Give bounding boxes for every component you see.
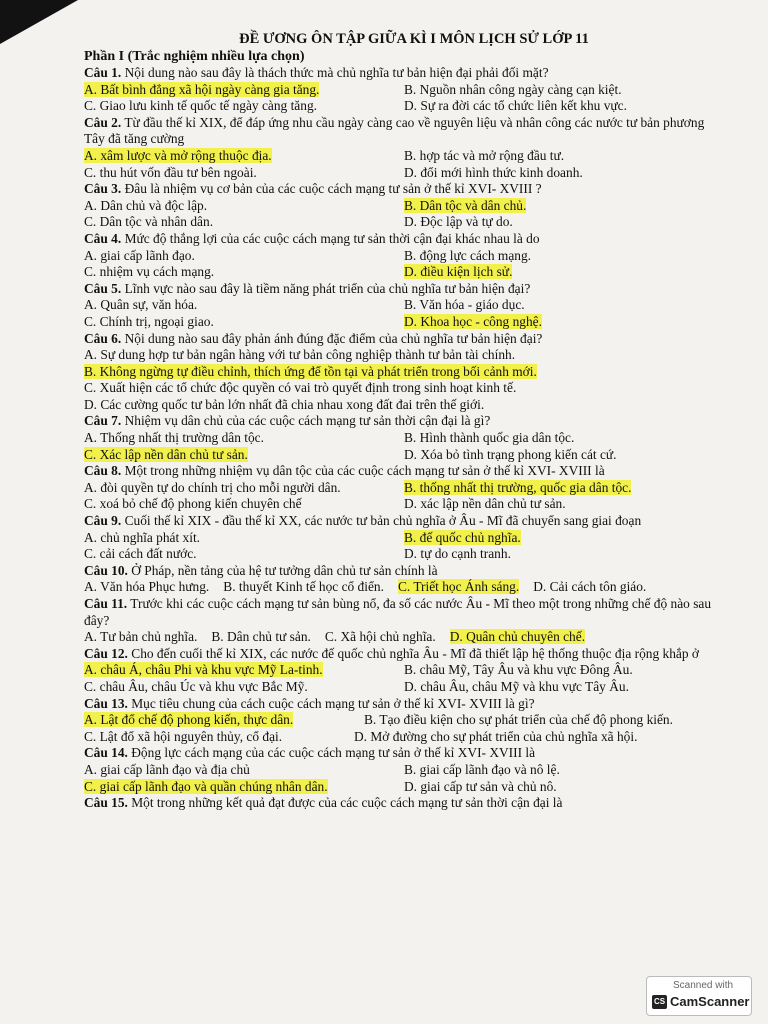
option-d: D. Sự ra đời các tổ chức liên kết khu vực.	[404, 98, 627, 114]
question-text: Mức độ thắng lợi của các cuộc cách mạng tư sản thời cận đại khác nhau là do	[124, 230, 540, 246]
option-c: C. châu Âu, châu Úc và khu vực Bắc Mỹ.	[84, 678, 308, 694]
option-a: A. Thống nhất thị trường dân tộc.	[84, 430, 264, 446]
question-number: Câu 1.	[84, 65, 122, 80]
question-text: Động lực cách mạng của các cuộc cách mạng tư sản ở thế kỉ XVI- XVIII là	[131, 745, 536, 761]
question-stem	[84, 463, 724, 480]
question-text: Cho đến cuối thế kỉ XIX, các nước đế quốc chủ nghĩa Âu - Mĩ đã thiết lập hệ thống thuộc địa rộng khắp ở	[131, 645, 699, 661]
document-title: ĐỀ ƯƠNG ÔN TẬP GIỮA KÌ I MÔN LỊCH SỬ LỚP 11	[239, 31, 589, 47]
question-number: Câu 15.	[84, 795, 128, 811]
question-4	[84, 231, 724, 281]
option-c: C. thu hút vốn đầu tư bên ngoài.	[84, 164, 257, 180]
question-number: Câu 7.	[84, 413, 122, 429]
selected-answer: A. xâm lược và mở rộng thuộc địa.	[84, 147, 272, 163]
part-heading: Phần I (Trắc nghiệm nhiều lựa chọn)	[84, 49, 305, 64]
option-a: A. giai cấp lãnh đạo.	[84, 247, 195, 263]
option-d: D. Độc lập và tự do.	[404, 214, 513, 230]
option-c: C. Chính trị, ngoại giao.	[84, 313, 214, 329]
question-14	[84, 745, 724, 795]
question-number: Câu 8.	[84, 463, 122, 479]
camscanner-logo-icon: CS	[652, 995, 667, 1009]
question-text: Đâu là nhiệm vụ cơ bản của các cuộc cách mạng tư sản ở thế kỉ XVI- XVIII ?	[124, 181, 542, 197]
option-b	[404, 480, 724, 497]
option-d: D. Xóa bỏ tình trạng phong kiến cát cứ.	[404, 446, 617, 462]
option-c	[84, 779, 404, 796]
option-a: A. Sự dung hợp tư bản ngân hàng với tư bản công nghiệp thành tư bản tài chính.	[84, 347, 516, 363]
question-stem	[84, 795, 724, 812]
option-c: C. Giao lưu kinh tế quốc tế ngày càng tăng.	[84, 98, 317, 114]
question-text: Nhiệm vụ dân chủ của các cuộc cách mạng tư sản thời cận đại là gì?	[124, 413, 491, 429]
option-d	[404, 314, 724, 331]
question-stem	[84, 281, 724, 298]
question-number: Câu 5.	[84, 280, 122, 296]
option-c: C. Xã hội chủ nghĩa.	[324, 629, 436, 645]
option-a	[84, 712, 364, 729]
selected-answer: C. Triết học Ánh sáng.	[397, 579, 520, 595]
question-10	[84, 563, 724, 596]
question-text: Một trong những kết quả đạt được của các cuộc cách mạng tư sản thời cận đại là	[131, 795, 563, 811]
question-text: Trước khi các cuộc cách mạng tư sản bùng nổ, đa số các nước Âu - Mĩ theo một trong những chế độ nào sau đây?	[84, 596, 712, 628]
option-c: C. Dân tộc và nhân dân.	[84, 214, 214, 230]
option-b: B. giai cấp lãnh đạo và nô lệ.	[404, 761, 560, 777]
option-d: D. đổi mới hình thức kinh doanh.	[404, 164, 583, 180]
option-a: A. Văn hóa Phục hưng.	[84, 579, 210, 595]
option-b: B. Dân chủ tư sản.	[211, 629, 311, 645]
question-number: Câu 13.	[84, 695, 128, 711]
question-stem	[84, 745, 724, 762]
option-c: C. Lật đổ xã hội nguyên thủy, cổ đại.	[84, 728, 283, 744]
scan-shadow-corner	[0, 0, 78, 44]
option-c: C. cải cách đất nước.	[84, 546, 197, 562]
option-c: C. xoá bỏ chế độ phong kiến chuyên chế	[84, 496, 302, 512]
question-number: Câu 11.	[84, 596, 128, 611]
question-8	[84, 463, 724, 513]
question-stem	[84, 115, 724, 148]
option-b: B. Văn hóa - giáo dục.	[404, 297, 525, 313]
selected-answer: D. Quân chủ chuyên chế.	[449, 629, 586, 645]
selected-answer: A. Lật đổ chế độ phong kiến, thực dân.	[84, 712, 294, 728]
question-stem	[84, 513, 724, 530]
question-stem	[84, 413, 724, 430]
option-a: A. Dân chủ và độc lập.	[84, 197, 208, 213]
option-d	[404, 264, 724, 281]
option-a	[84, 82, 404, 99]
selected-answer: B. thống nhất thị trường, quốc gia dân tộc.	[404, 479, 632, 495]
question-1	[84, 65, 724, 115]
selected-answer: B. đế quốc chủ nghĩa.	[404, 529, 521, 545]
option-d: D. Cải cách tôn giáo.	[533, 579, 647, 595]
question-number: Câu 14.	[84, 745, 128, 761]
question-text: Mục tiêu chung của cách cuộc cách mạng tư sản ở thế kỉ XVI- XVIII là gì?	[131, 695, 535, 711]
option-a	[84, 662, 404, 679]
option-d: D. Mở đường cho sự phát triển của chủ nghĩa xã hội.	[354, 728, 638, 744]
question-text: Nội dung nào sau đây là thách thức mà chủ nghĩa tư bản hiện đại phải đối mặt?	[124, 65, 549, 80]
option-c	[398, 579, 519, 596]
option-c	[84, 447, 404, 464]
option-a: A. đòi quyền tự do chính trị cho mỗi người dân.	[84, 479, 341, 495]
question-stem	[84, 646, 724, 663]
option-b: B. hợp tác và mở rộng đầu tư.	[404, 147, 565, 163]
question-text: Ở Pháp, nền tảng của hệ tư tưởng dân chủ tư sản chính là	[131, 562, 438, 578]
option-d	[450, 629, 585, 646]
option-a: A. chủ nghĩa phát xít.	[84, 529, 201, 545]
selected-answer: B. Dân tộc và dân chủ.	[404, 197, 527, 213]
option-b: B. châu Mỹ, Tây Âu và khu vực Đông Âu.	[404, 662, 633, 678]
question-5	[84, 281, 724, 331]
option-b	[404, 198, 724, 215]
question-15	[84, 795, 724, 812]
question-stem	[84, 231, 724, 248]
question-12	[84, 646, 724, 696]
option-b	[84, 364, 724, 381]
question-number: Câu 4.	[84, 230, 122, 246]
option-b: B. động lực cách mạng.	[404, 247, 531, 263]
watermark-caption: Scanned with	[673, 980, 734, 991]
option-b	[404, 530, 724, 547]
question-number: Câu 3.	[84, 181, 122, 197]
selected-answer: C. giai cấp lãnh đạo và quần chúng nhân dân.	[84, 778, 328, 794]
selected-answer: B. Không ngừng tự điều chỉnh, thích ứng để tồn tại và phát triển trong bối cảnh mới.	[84, 363, 537, 379]
selected-answer: A. Bất bình đẳng xã hội ngày càng gia tăng.	[84, 81, 320, 97]
question-text: Nội dung nào sau đây phản ánh đúng đặc điểm của chủ nghĩa tư bản hiện đại?	[124, 330, 543, 346]
option-d: D. tự do cạnh tranh.	[404, 546, 511, 562]
option-b: B. Nguồn nhân công ngày càng cạn kiệt.	[404, 81, 622, 97]
selected-answer: D. Khoa học - công nghệ.	[404, 313, 542, 329]
question-text: Một trong những nhiệm vụ dân tộc của các cuộc cách mạng tư sản ở thế kỉ XVI- XVIII là	[124, 463, 605, 479]
option-a	[84, 148, 404, 165]
question-stem	[84, 563, 724, 580]
option-a: A. giai cấp lãnh đạo và địa chủ	[84, 761, 250, 777]
question-stem	[84, 65, 724, 82]
question-text: Từ đầu thế kỉ XIX, để đáp ứng nhu cầu ngày càng cao về nguyên liệu và nhân công các nước tư bản phương Tây đã tăng cường	[84, 114, 705, 147]
option-b: B. Tạo điều kiện cho sự phát triển của chế độ phong kiến.	[364, 712, 673, 728]
question-stem	[84, 331, 724, 348]
option-a: A. Quân sự, văn hóa.	[84, 297, 198, 313]
option-d: D. Các cường quốc tư bản lớn nhất đã chia nhau xong đất đai trên thế giới.	[84, 396, 485, 412]
selected-answer: A. châu Á, châu Phi và khu vực Mỹ La-tinh.	[84, 662, 323, 678]
option-c: C. nhiệm vụ cách mạng.	[84, 264, 215, 280]
selected-answer: D. điều kiện lịch sử.	[404, 264, 513, 280]
question-9	[84, 513, 724, 563]
question-2	[84, 115, 724, 181]
watermark-brand: CamScanner	[670, 994, 750, 1009]
option-b: B. Hình thành quốc gia dân tộc.	[404, 430, 575, 446]
question-stem	[84, 596, 724, 629]
selected-answer: C. Xác lập nền dân chủ tư sản.	[84, 446, 248, 462]
option-d: D. xác lập nền dân chủ tư sản.	[404, 496, 566, 512]
question-number: Câu 12.	[84, 645, 128, 661]
question-stem	[84, 181, 724, 198]
option-d: D. giai cấp tư sản và chủ nô.	[404, 778, 557, 794]
option-c: C. Xuất hiện các tổ chức độc quyền có vai trò quyết định trong sinh hoạt kinh tế.	[84, 380, 517, 396]
question-7	[84, 413, 724, 463]
camscanner-watermark	[646, 976, 752, 1016]
option-b: B. thuyết Kinh tế học cổ điển.	[223, 579, 384, 595]
question-number: Câu 10.	[84, 562, 128, 578]
question-stem	[84, 696, 724, 713]
question-13	[84, 696, 724, 746]
worksheet	[84, 30, 724, 812]
question-number: Câu 6.	[84, 330, 122, 346]
question-text: Lĩnh vực nào sau đây là tiềm năng phát triển của chủ nghĩa tư bản hiện đại?	[124, 280, 531, 296]
question-6	[84, 331, 724, 414]
question-text: Cuối thế kỉ XIX - đầu thế kỉ XX, các nước tư bản chủ nghĩa ở Âu - Mĩ đã chuyển sang giai đoạn	[124, 513, 642, 529]
option-d: D. châu Âu, châu Mỹ và khu vực Tây Âu.	[404, 678, 629, 694]
question-3	[84, 181, 724, 231]
option-a: A. Tư bản chủ nghĩa.	[84, 629, 198, 645]
question-number: Câu 9.	[84, 513, 122, 529]
question-11	[84, 596, 724, 646]
question-number: Câu 2.	[84, 114, 122, 130]
